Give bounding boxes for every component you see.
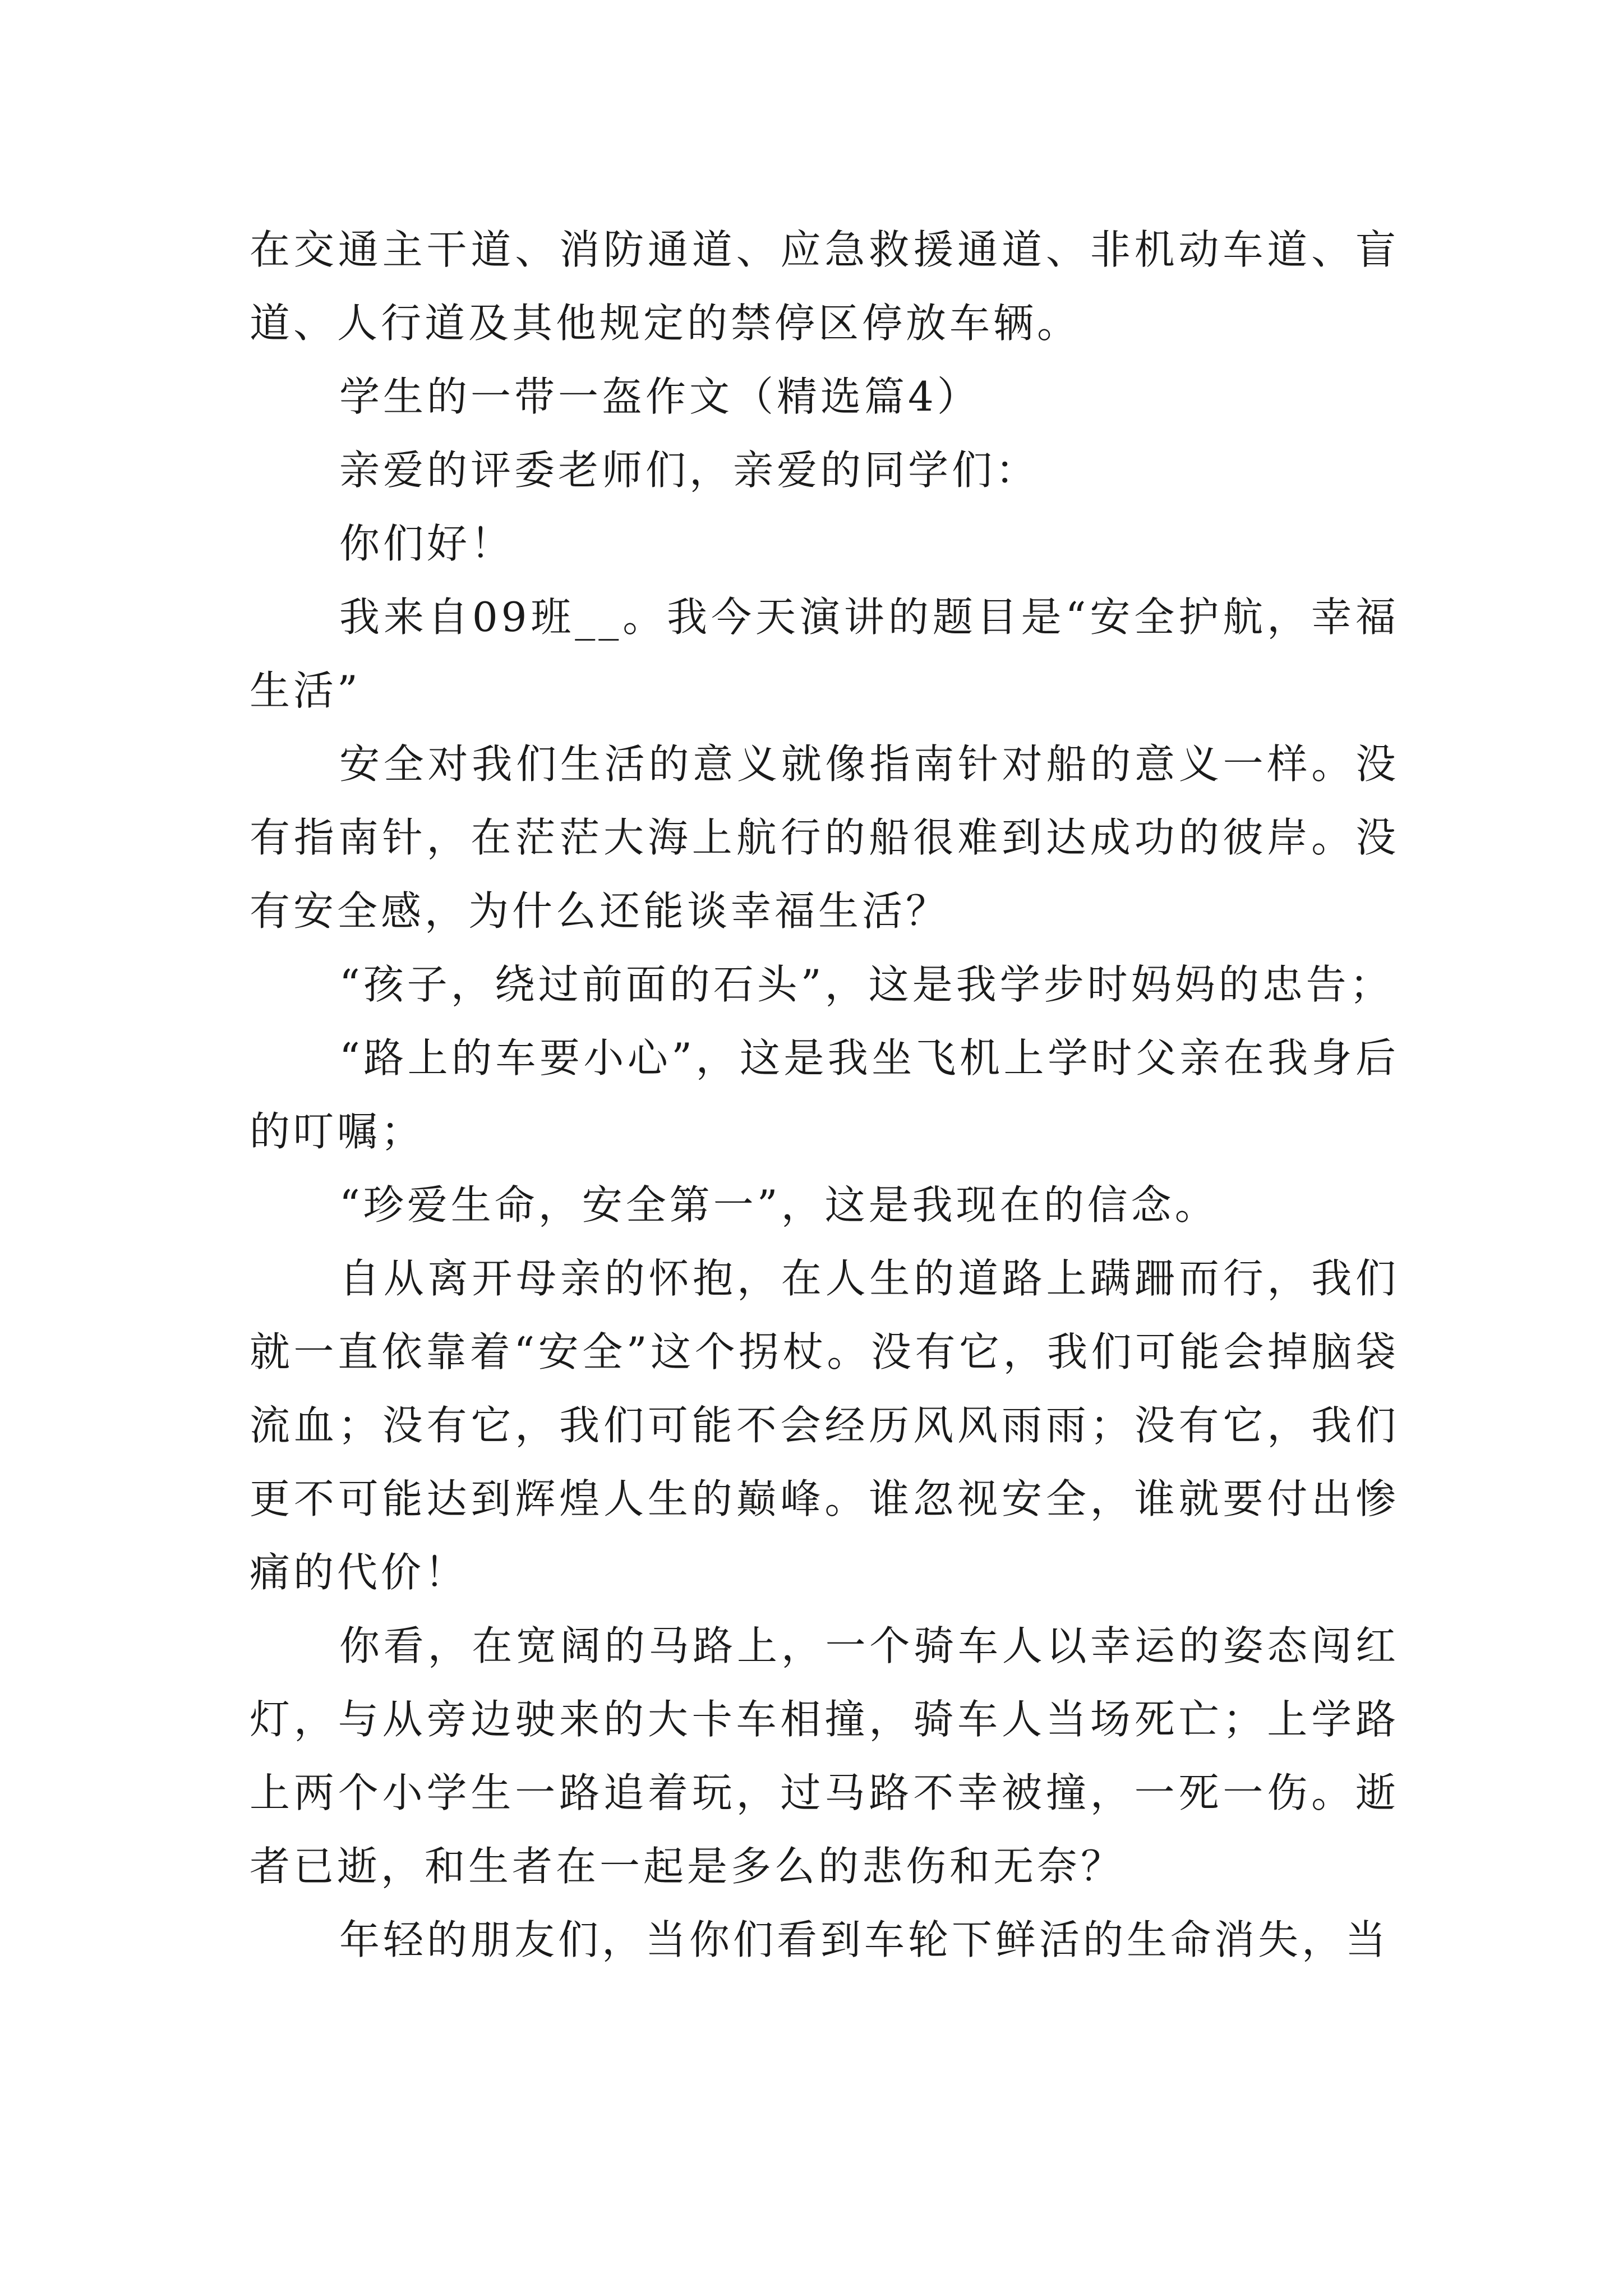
paragraph: “路上的车要小心”，这是我坐飞机上学时父亲在我身后的叮嘱； — [250, 1034, 1399, 1155]
section-heading: 学生的一带一盔作文（精选篇4） — [339, 373, 981, 420]
document-body — [250, 213, 1399, 1977]
paragraph: “孩子，绕过前面的石头”，这是我学步时妈妈的忠告； — [339, 961, 1394, 1008]
greeting: 你们好！ — [339, 520, 515, 567]
salutation: 亲爱的评委老师们，亲爱的同学们： — [339, 447, 1040, 494]
paragraph-continued: 在交通主干道、消防通道、应急救援通道、非机动车道、盲道、人行道及其他规定的禁停区停放车辆。 — [250, 226, 1399, 347]
paragraph: 自从离开母亲的怀抱，在人生的道路上蹒跚而行，我们就一直依靠着“安全”这个拐杖。没有它，我们可能会掉脑袋流血；没有它，我们可能不会经历风风雨雨；没有它，我们更不可能达到辉煌人生的巅峰。谁忽视安全，谁就要付出惨痛的代价！ — [250, 1255, 1399, 1596]
paragraph: 安全对我们生活的意义就像指南针对船的意义一样。没有指南针，在茫茫大海上航行的船很难到达成功的彼岸。没有安全感，为什么还能谈幸福生活？ — [250, 740, 1399, 935]
paragraph: “珍爱生命，安全第一”，这是我现在的信念。 — [339, 1181, 1219, 1228]
paragraph: 年轻的朋友们，当你们看到车轮下鲜活的生命消失，当 — [339, 1916, 1390, 1963]
paragraph: 你看，在宽阔的马路上，一个骑车人以幸运的姿态闯红灯，与从旁边驶来的大卡车相撞，骑车人当场死亡；上学路上两个小学生一路追着玩，过马路不幸被撞，一死一伤。逝者已逝，和生者在一起是多么的悲伤和无奈？ — [250, 1622, 1399, 1890]
paragraph: 我来自09班__。我今天演讲的题目是“安全护航，幸福生活” — [250, 593, 1399, 714]
